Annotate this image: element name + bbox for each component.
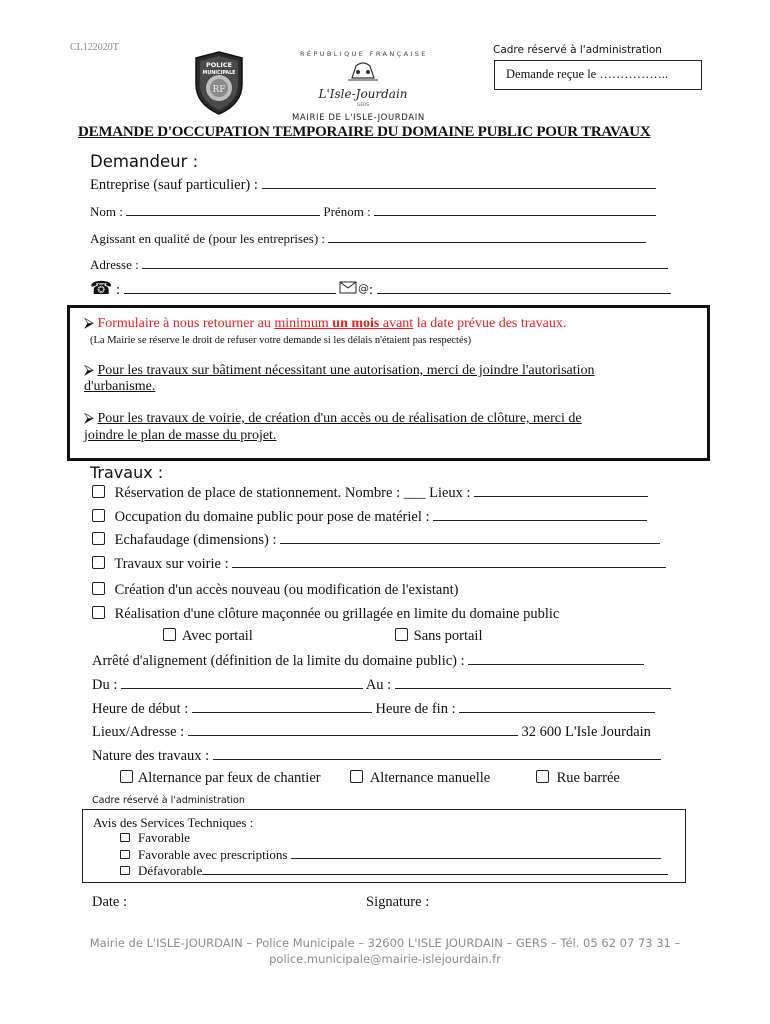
nature-label: Nature des travaux : — [92, 748, 210, 764]
rue-barree-label: Rue barrée — [556, 770, 620, 786]
town-logo — [318, 60, 408, 108]
voirie-input-line[interactable] — [232, 555, 666, 568]
echafaudage-label: Echafaudage (dimensions) : — [114, 532, 277, 548]
services-admin-label: Cadre réservé à l'administration — [92, 795, 245, 806]
phone-separator: : — [116, 282, 121, 298]
email-input-line[interactable] — [377, 281, 671, 294]
heure-debut-label: Heure de début : — [92, 701, 189, 717]
republique-francaise: RÉPUBLIQUE FRANÇAISE — [300, 50, 428, 58]
notice-box — [67, 305, 710, 461]
reservation-label: Réservation de place de stationnement. Nombre : ___ Lieux : — [114, 485, 471, 501]
sans-portail-option — [395, 628, 483, 645]
entreprise-field[interactable] — [90, 176, 656, 194]
au-label: Au : — [365, 677, 392, 693]
prenom-label: Prénom : — [323, 204, 371, 219]
ville-text: 32 600 L'Isle Jourdain — [521, 724, 651, 740]
heures-row — [92, 700, 655, 718]
date-label: Date : — [92, 894, 128, 910]
demande-recue-text: Demande reçue le …………….. — [506, 67, 669, 81]
mairie-name: MAIRIE DE L'ISLE-JOURDAIN — [292, 113, 425, 123]
entreprise-input-line[interactable] — [262, 176, 656, 189]
cloture-label: Réalisation d'une clôture maçonnée ou grillagée en limite du domaine public — [114, 606, 560, 622]
page-title: DEMANDE D'OCCUPATION TEMPORAIRE DU DOMAINE PUBLIC POUR TRAVAUX — [78, 124, 651, 140]
favorable-label: Favorable — [138, 830, 190, 845]
reservation-lieux-line[interactable] — [474, 484, 648, 497]
rue-barree-checkbox[interactable] — [536, 770, 549, 783]
adresse-label: Adresse : — [90, 257, 139, 272]
qualite-label: Agissant en qualité de (pour les entreprises) : — [90, 231, 326, 246]
sans-portail-checkbox[interactable] — [395, 628, 408, 641]
du-label: Du : — [92, 677, 118, 693]
defavorable-input-line[interactable] — [202, 862, 668, 875]
favorable-checkbox[interactable] — [120, 833, 130, 842]
avec-portail-label: Avec portail — [181, 628, 253, 644]
notice-disclaimer: (La Mairie se réserve le droit de refuser votre demande si les délais n'étaient pas respectés) — [90, 335, 472, 346]
email-icon — [339, 280, 370, 299]
email-separator: : — [368, 282, 373, 298]
au-input-line[interactable] — [395, 676, 671, 689]
favorable-presc-label: Favorable avec prescriptions — [138, 847, 288, 862]
alt-manuelle-checkbox[interactable] — [350, 770, 363, 783]
prenom-input-line[interactable] — [374, 203, 656, 216]
adresse-input-line[interactable] — [142, 256, 668, 269]
avec-portail-option — [163, 628, 253, 645]
notice-voirie-cont: joindre le plan de masse du projet. — [84, 428, 277, 443]
avis-label: Avis des Services Techniques : — [93, 815, 254, 830]
alt-manuelle-label: Alternance manuelle — [369, 770, 491, 786]
phone-input-line[interactable] — [124, 281, 336, 294]
admin-reserved-label: Cadre réservé à l'administration — [493, 44, 662, 56]
nom-prenom-row — [90, 203, 656, 220]
favorable-option — [120, 830, 190, 846]
travaux-heading: Travaux : — [90, 463, 164, 482]
voirie-row — [92, 555, 666, 573]
arrow-icon: ⮚ — [84, 316, 94, 331]
acces-checkbox[interactable] — [92, 582, 105, 595]
services-box — [82, 809, 686, 883]
adresse-field[interactable] — [90, 256, 668, 273]
reference-code: CL122020T — [70, 42, 119, 53]
alt-feux-label: Alternance par feux de chantier — [137, 770, 321, 786]
nom-label: Nom : — [90, 204, 123, 219]
echafaudage-input-line[interactable] — [280, 531, 660, 544]
notice-deadline: ⮚ Formulaire à nous retourner au minimum un mois avant la date prévue des travaux. — [84, 316, 567, 331]
entreprise-label: Entreprise (sauf particulier) : — [90, 177, 258, 193]
favorable-presc-option — [120, 846, 661, 863]
badge-top-text: POLICE — [205, 61, 233, 69]
arrow-icon: ⮚ — [84, 363, 94, 378]
lieux-adresse-row — [92, 723, 651, 741]
nature-row — [92, 747, 661, 765]
qualite-field[interactable] — [90, 230, 646, 247]
arrete-label: Arrêté d'alignement (définition de la limite du domaine public) : — [92, 653, 465, 669]
notice-voirie: ⮚ Pour les travaux de voirie, de création d'un accès ou de réalisation de clôture, merci de — [84, 411, 582, 426]
qualite-input-line[interactable] — [328, 230, 646, 243]
notice-urbanisme: ⮚ Pour les travaux sur bâtiment nécessitant une autorisation, merci de joindre l'autorisation — [84, 363, 595, 378]
cloture-row — [92, 606, 559, 623]
avec-portail-checkbox[interactable] — [163, 628, 176, 641]
svg-text:RF: RF — [212, 85, 226, 95]
echafaudage-row — [92, 531, 660, 549]
police-badge-logo — [192, 50, 246, 116]
occupation-label: Occupation du domaine public pour pose de matériel : — [114, 509, 430, 525]
voirie-checkbox[interactable] — [92, 556, 105, 569]
defavorable-option — [120, 862, 668, 879]
town-logo-text: L'Isle-Jourdain — [318, 87, 408, 101]
occupation-row — [92, 508, 647, 526]
voirie-label: Travaux sur voirie : — [114, 556, 229, 572]
admin-reception-box — [494, 60, 702, 90]
alt-feux-option — [120, 770, 321, 787]
acces-row — [92, 582, 458, 599]
favorable-presc-checkbox[interactable] — [120, 850, 130, 859]
notice-urbanisme-cont: d'urbanisme. — [84, 379, 156, 394]
arrete-row — [92, 652, 644, 670]
acces-label: Création d'un accès nouveau (ou modification de l'existant) — [114, 582, 459, 598]
echafaudage-checkbox[interactable] — [92, 532, 105, 545]
alt-feux-checkbox[interactable] — [120, 770, 133, 783]
defavorable-label: Défavorable — [138, 863, 203, 878]
lieux-adresse-input-line[interactable] — [188, 723, 518, 736]
reservation-checkbox[interactable] — [92, 485, 105, 498]
contact-row — [90, 278, 671, 299]
heure-fin-label: Heure de fin : — [375, 701, 456, 717]
occupation-checkbox[interactable] — [92, 509, 105, 522]
sans-portail-label: Sans portail — [413, 628, 483, 644]
heure-debut-input-line[interactable] — [192, 700, 372, 713]
town-logo-sub: GERS — [356, 103, 370, 108]
prescriptions-input-line[interactable] — [291, 846, 661, 859]
cloture-checkbox[interactable] — [92, 606, 105, 619]
signature-label: Signature : — [366, 894, 430, 910]
occupation-input-line[interactable] — [433, 508, 647, 521]
heure-fin-input-line[interactable] — [459, 700, 655, 713]
nom-input-line[interactable] — [126, 203, 320, 216]
reservation-row — [92, 484, 648, 502]
arrete-input-line[interactable] — [468, 652, 644, 665]
badge-mid-text: MUNICIPALE — [202, 71, 236, 76]
dates-row — [92, 676, 671, 694]
arrow-icon: ⮚ — [84, 411, 94, 426]
phone-icon: ☎ — [90, 278, 113, 298]
lieux-adresse-label: Lieux/Adresse : — [92, 724, 185, 740]
demandeur-heading: Demandeur : — [90, 152, 199, 171]
nature-input-line[interactable] — [213, 747, 661, 760]
defavorable-checkbox[interactable] — [120, 866, 130, 875]
du-input-line[interactable] — [121, 676, 363, 689]
rue-barree-option — [536, 770, 620, 787]
svg-text:@: @ — [358, 282, 370, 295]
footer-address: Mairie de L'ISLE-JOURDAIN – Police Municipale – 32600 L'ISLE JOURDAIN – GERS – Tél. 05 62 07 73 31 – — [89, 936, 681, 950]
footer-email[interactable]: police.municipale@mairie-islejourdain.fr — [269, 952, 501, 966]
alt-manuelle-option — [350, 770, 490, 787]
